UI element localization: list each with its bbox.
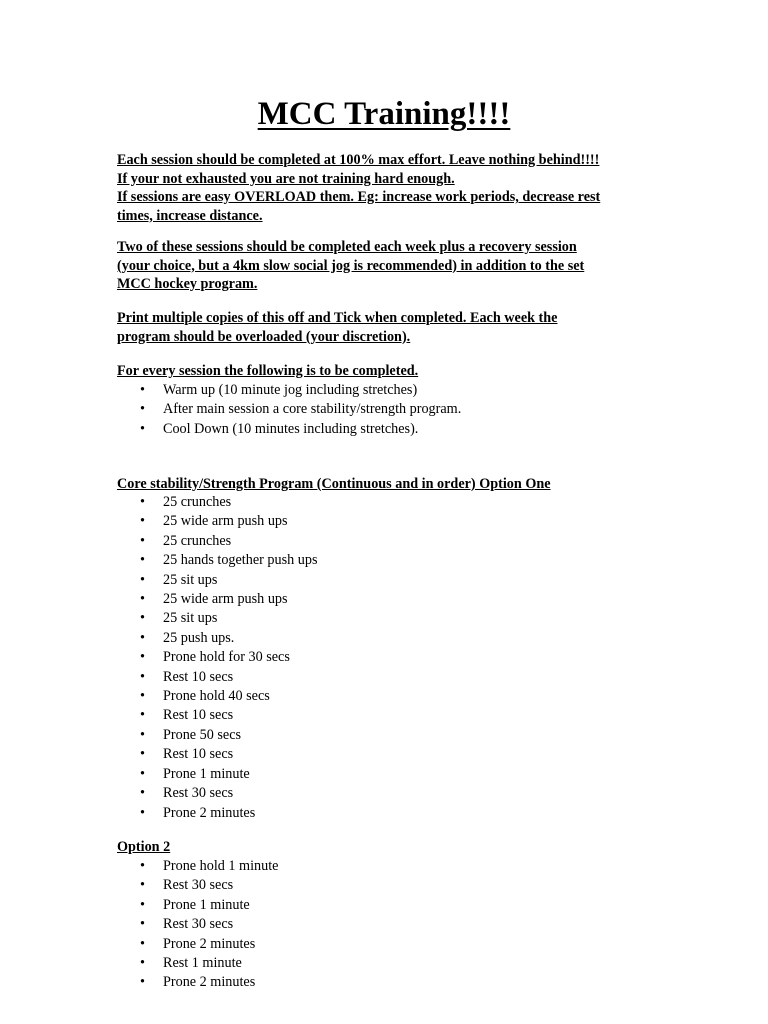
option-two-list xyxy=(0,857,278,993)
sessions-note-line: Two of these sessions should be completed each week plus a recovery session xyxy=(117,239,577,255)
option-one-list xyxy=(0,493,317,823)
list-item-text: 25 hands together push ups xyxy=(163,552,318,569)
bullet-icon: • xyxy=(140,785,145,802)
list-item-text: 25 sit ups xyxy=(163,571,218,588)
option-two-heading: Option 2 xyxy=(117,839,171,855)
list-item xyxy=(0,857,278,876)
list-item-text: Rest 10 secs xyxy=(163,746,234,763)
bullet-icon: • xyxy=(140,707,145,724)
list-item-text: 25 sit ups xyxy=(163,610,218,627)
print-note-line: program should be overloaded (your discretion). xyxy=(117,328,411,345)
list-item-text: 25 wide arm push ups xyxy=(163,591,288,608)
list-item xyxy=(0,532,317,551)
list-item-text: 25 wide arm push ups xyxy=(163,513,288,530)
intro-line: Each session should be completed at 100% max effort. Leave nothing behind!!!! xyxy=(117,152,600,168)
list-item xyxy=(0,726,317,745)
list-item xyxy=(0,706,317,725)
bullet-icon: • xyxy=(140,610,145,627)
bullet-icon: • xyxy=(140,649,145,666)
list-item-text: Prone 1 minute xyxy=(163,896,250,913)
list-item-text: 25 crunches xyxy=(163,532,232,549)
bullet-icon: • xyxy=(140,877,145,894)
sessions-note-line: (your choice, but a 4km slow social jog is recommended) in addition to the set xyxy=(117,257,585,274)
bullet-icon: • xyxy=(140,858,145,874)
bullet-icon: • xyxy=(140,688,145,705)
list-item-text: Rest 30 secs xyxy=(163,877,234,894)
list-item xyxy=(0,590,317,609)
list-item-text: Rest 30 secs xyxy=(163,916,234,933)
every-session-heading: For every session the following is to be completed. xyxy=(117,363,419,379)
intro-line: If sessions are easy OVERLOAD them. Eg: increase work periods, decrease rest xyxy=(117,189,601,205)
bullet-icon: • xyxy=(140,668,145,685)
bullet-icon: • xyxy=(140,420,145,437)
list-item xyxy=(0,765,317,784)
sessions-note-text xyxy=(117,238,677,294)
list-item-text: Rest 10 secs xyxy=(163,707,234,724)
list-item xyxy=(0,420,461,439)
sessions-note-line: MCC hockey program. xyxy=(117,276,258,292)
list-item-text: Prone hold 1 minute xyxy=(163,858,279,874)
list-item xyxy=(0,571,317,590)
list-item-text: Prone 2 minutes xyxy=(163,804,256,821)
bullet-icon: • xyxy=(140,552,145,569)
list-item xyxy=(0,784,317,803)
intro-line: If your not exhausted you are not training hard enough. xyxy=(117,170,455,187)
list-item-text: Cool Down (10 minutes including stretches). xyxy=(163,420,419,437)
list-item xyxy=(0,512,317,531)
intro-line: times, increase distance. xyxy=(117,207,263,224)
list-item xyxy=(0,648,317,667)
sessions-note-paragraph xyxy=(117,238,677,294)
list-item xyxy=(0,804,317,823)
every-session-list xyxy=(0,381,461,439)
bullet-icon: • xyxy=(140,571,145,588)
list-item-text: Warm up (10 minute jog including stretches) xyxy=(163,382,418,398)
list-item-text: After main session a core stability/strength program. xyxy=(163,401,462,418)
bullet-icon: • xyxy=(140,804,145,821)
list-item-text: Rest 10 secs xyxy=(163,668,234,685)
bullet-icon: • xyxy=(140,916,145,933)
list-item xyxy=(0,609,317,628)
list-item xyxy=(0,668,317,687)
print-note-line: Print multiple copies of this off and Tick when completed. Each week the xyxy=(117,310,558,326)
bullet-icon: • xyxy=(140,746,145,763)
list-item xyxy=(0,745,317,764)
bullet-icon: • xyxy=(140,974,145,991)
bullet-icon: • xyxy=(140,726,145,743)
list-item-text: Rest 30 secs xyxy=(163,785,234,802)
list-item xyxy=(0,381,461,400)
bullet-icon: • xyxy=(140,401,145,418)
page-title: MCC Training!!!! xyxy=(257,96,511,132)
list-item xyxy=(0,954,278,973)
print-note-paragraph xyxy=(117,309,677,346)
list-item xyxy=(0,876,278,895)
bullet-icon: • xyxy=(140,382,145,398)
bullet-icon: • xyxy=(140,629,145,646)
bullet-icon: • xyxy=(140,513,145,530)
list-item xyxy=(0,687,317,706)
list-item-text: Prone 2 minutes xyxy=(163,935,256,952)
bullet-icon: • xyxy=(140,955,145,972)
list-item-text: Rest 1 minute xyxy=(163,955,242,972)
list-item-text: Prone 2 minutes xyxy=(163,974,256,991)
list-item-text: 25 crunches xyxy=(163,494,232,510)
bullet-icon: • xyxy=(140,494,145,510)
list-item xyxy=(0,493,317,512)
list-item xyxy=(0,935,278,954)
list-item-text: 25 push ups. xyxy=(163,629,235,646)
option-one-heading: Core stability/Strength Program (Continuous and in order) Option One xyxy=(117,476,551,492)
list-item xyxy=(0,896,278,915)
print-note-text xyxy=(117,309,677,346)
list-item-text: Prone 50 secs xyxy=(163,726,242,743)
list-item-text: Prone 1 minute xyxy=(163,765,250,782)
list-item xyxy=(0,551,317,570)
bullet-icon: • xyxy=(140,532,145,549)
list-item xyxy=(0,915,278,934)
bullet-icon: • xyxy=(140,591,145,608)
intro-text xyxy=(117,151,677,225)
list-item xyxy=(0,973,278,992)
bullet-icon: • xyxy=(140,896,145,913)
list-item-text: Prone hold for 30 secs xyxy=(163,649,290,666)
list-item-text: Prone hold 40 secs xyxy=(163,688,270,705)
list-item xyxy=(0,629,317,648)
bullet-icon: • xyxy=(140,935,145,952)
bullet-icon: • xyxy=(140,765,145,782)
list-item xyxy=(0,400,461,419)
intro-paragraph xyxy=(117,151,677,225)
